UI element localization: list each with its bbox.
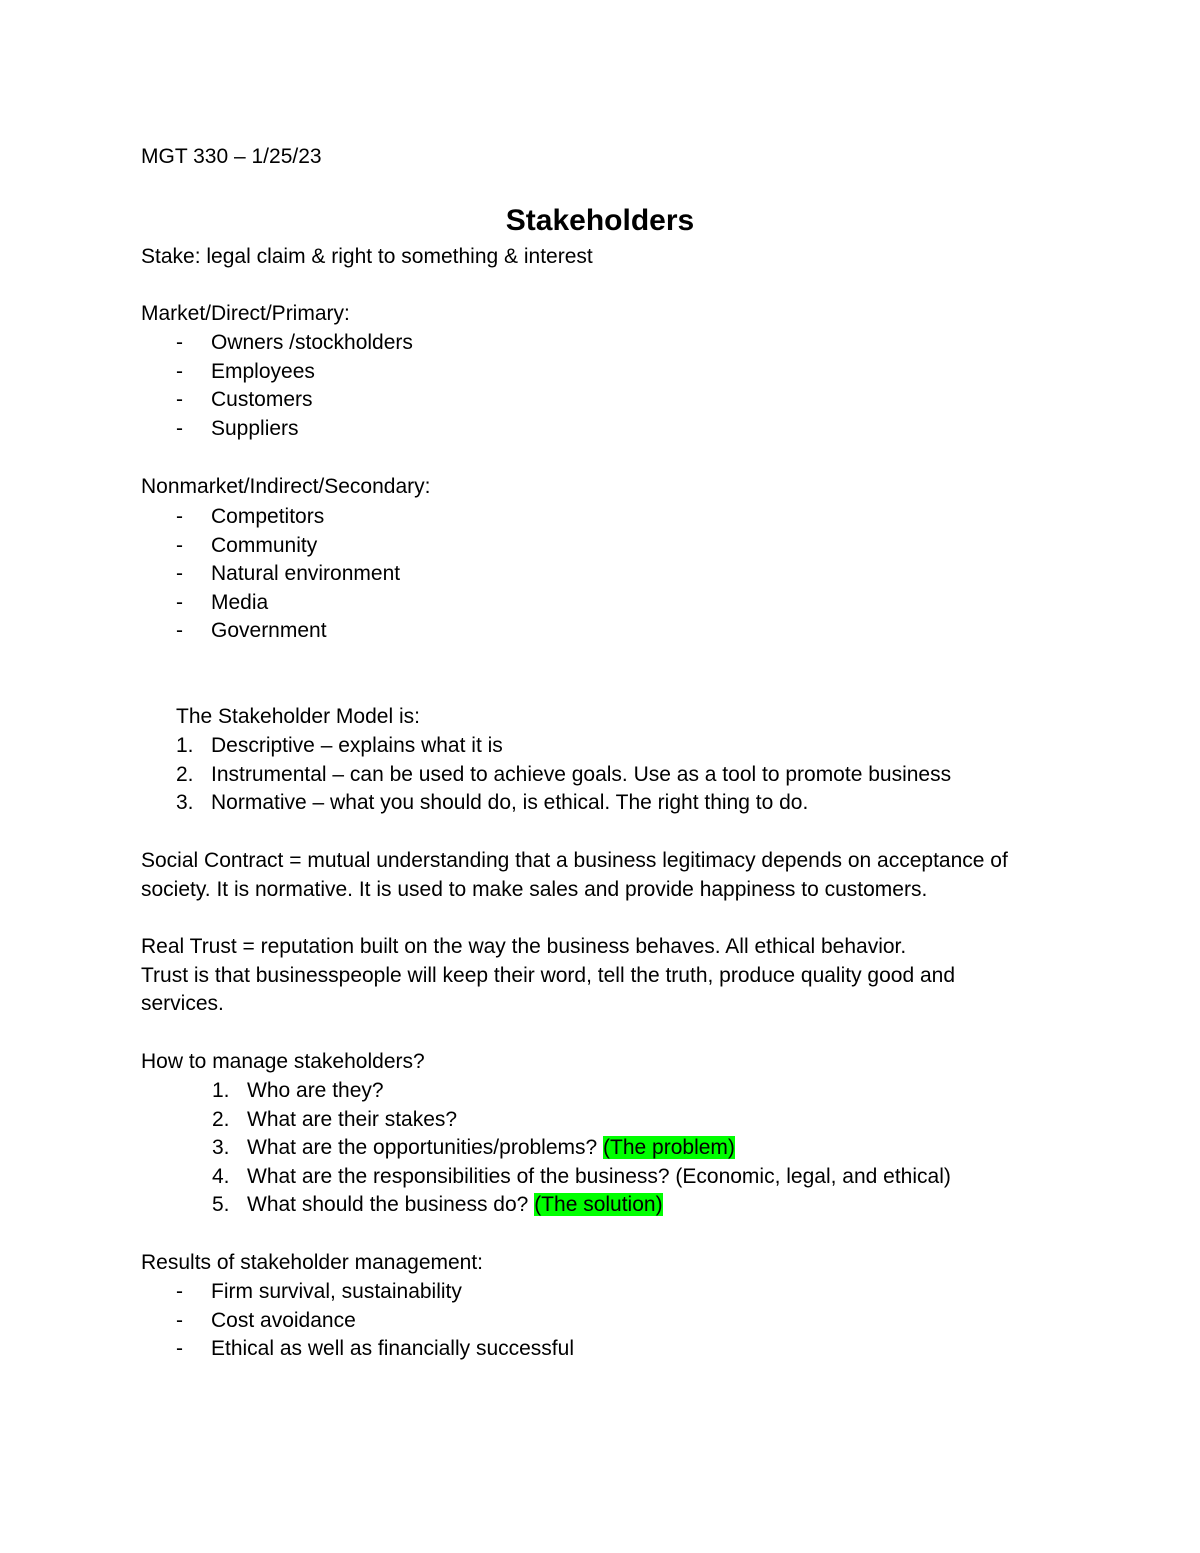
dash-marker: -	[176, 1308, 183, 1332]
number-marker: 4.	[212, 1164, 230, 1188]
course-date-header: MGT 330 – 1/25/23	[141, 145, 322, 168]
list-item-main-text: What are the responsibilities of the business? (Economic, legal, and ethical)	[247, 1164, 951, 1188]
social-contract-line-1: Social Contract = mutual understanding that a business legitimacy depends on acceptance of	[141, 849, 1008, 872]
real-trust-line-1: Real Trust = reputation built on the way the business behaves. All ethical behavior.	[141, 935, 907, 958]
dash-marker: -	[176, 1280, 183, 1303]
social-contract-line-2: society. It is normative. It is used to make sales and provide happiness to customers.	[141, 878, 928, 901]
number-marker: 5.	[212, 1193, 230, 1217]
manage-heading: How to manage stakeholders?	[141, 1050, 425, 1073]
real-trust-line-2: Trust is that businesspeople will keep their word, tell the truth, produce quality good and	[141, 964, 956, 987]
list-item-text: Descriptive – explains what it is	[211, 734, 503, 757]
stake-definition: Stake: legal claim & right to something & interest	[141, 245, 593, 268]
list-item-main-text: What are their stakes?	[247, 1107, 458, 1131]
dash-marker: -	[176, 619, 183, 643]
number-marker: 1.	[212, 1079, 230, 1102]
number-marker: 2.	[212, 1107, 230, 1131]
dash-marker: -	[176, 416, 183, 440]
dash-marker: -	[176, 359, 183, 383]
list-item-text: Instrumental – can be used to achieve goals. Use as a tool to promote business	[211, 762, 952, 786]
list-item-text: Suppliers	[211, 416, 299, 440]
dash-marker: -	[176, 1337, 183, 1361]
dash-marker: -	[176, 505, 183, 528]
list-item-text	[247, 1105, 457, 1134]
number-marker: 2.	[176, 762, 194, 786]
list-item-text: Customers	[211, 388, 313, 412]
list-item-text: Normative – what you should do, is ethical. The right thing to do.	[211, 791, 809, 815]
list-item-text: Employees	[211, 359, 315, 383]
list-item-main-text: Who are they?	[247, 1079, 384, 1102]
list-item-main-text: What should the business do?	[247, 1193, 535, 1217]
page-title: Stakeholders	[505, 204, 695, 237]
list-item-text	[247, 1076, 384, 1105]
list-item-text	[247, 1162, 951, 1191]
list-item-text	[247, 1133, 735, 1162]
dash-marker: -	[176, 388, 183, 412]
highlighted-note: (The solution)	[534, 1193, 663, 1217]
dash-marker: -	[176, 562, 183, 586]
dash-marker: -	[176, 331, 183, 354]
list-item-text: Owners /stockholders	[211, 331, 413, 354]
list-item-text: Media	[211, 590, 269, 614]
list-item-text: Competitors	[211, 505, 325, 528]
highlighted-note: (The problem)	[603, 1136, 735, 1160]
list-item-text: Government	[211, 619, 327, 643]
dash-marker: -	[176, 590, 183, 614]
list-item-text: Ethical as well as financially successful	[211, 1337, 574, 1361]
list-item-text: Community	[211, 533, 318, 557]
nonmarket-heading: Nonmarket/Indirect/Secondary:	[141, 475, 431, 498]
dash-marker: -	[176, 533, 183, 557]
market-heading: Market/Direct/Primary:	[141, 302, 350, 325]
model-heading: The Stakeholder Model is:	[176, 705, 420, 728]
results-heading: Results of stakeholder management:	[141, 1251, 484, 1274]
number-marker: 3.	[176, 791, 194, 815]
list-item-text: Cost avoidance	[211, 1308, 356, 1332]
list-item-text: Natural environment	[211, 562, 401, 586]
list-item-text: Firm survival, sustainability	[211, 1280, 462, 1303]
number-marker: 1.	[176, 734, 194, 757]
real-trust-line-3: services.	[141, 992, 224, 1015]
list-item-main-text: What are the opportunities/problems?	[247, 1136, 604, 1160]
number-marker: 3.	[212, 1136, 230, 1160]
list-item-text	[247, 1190, 663, 1219]
